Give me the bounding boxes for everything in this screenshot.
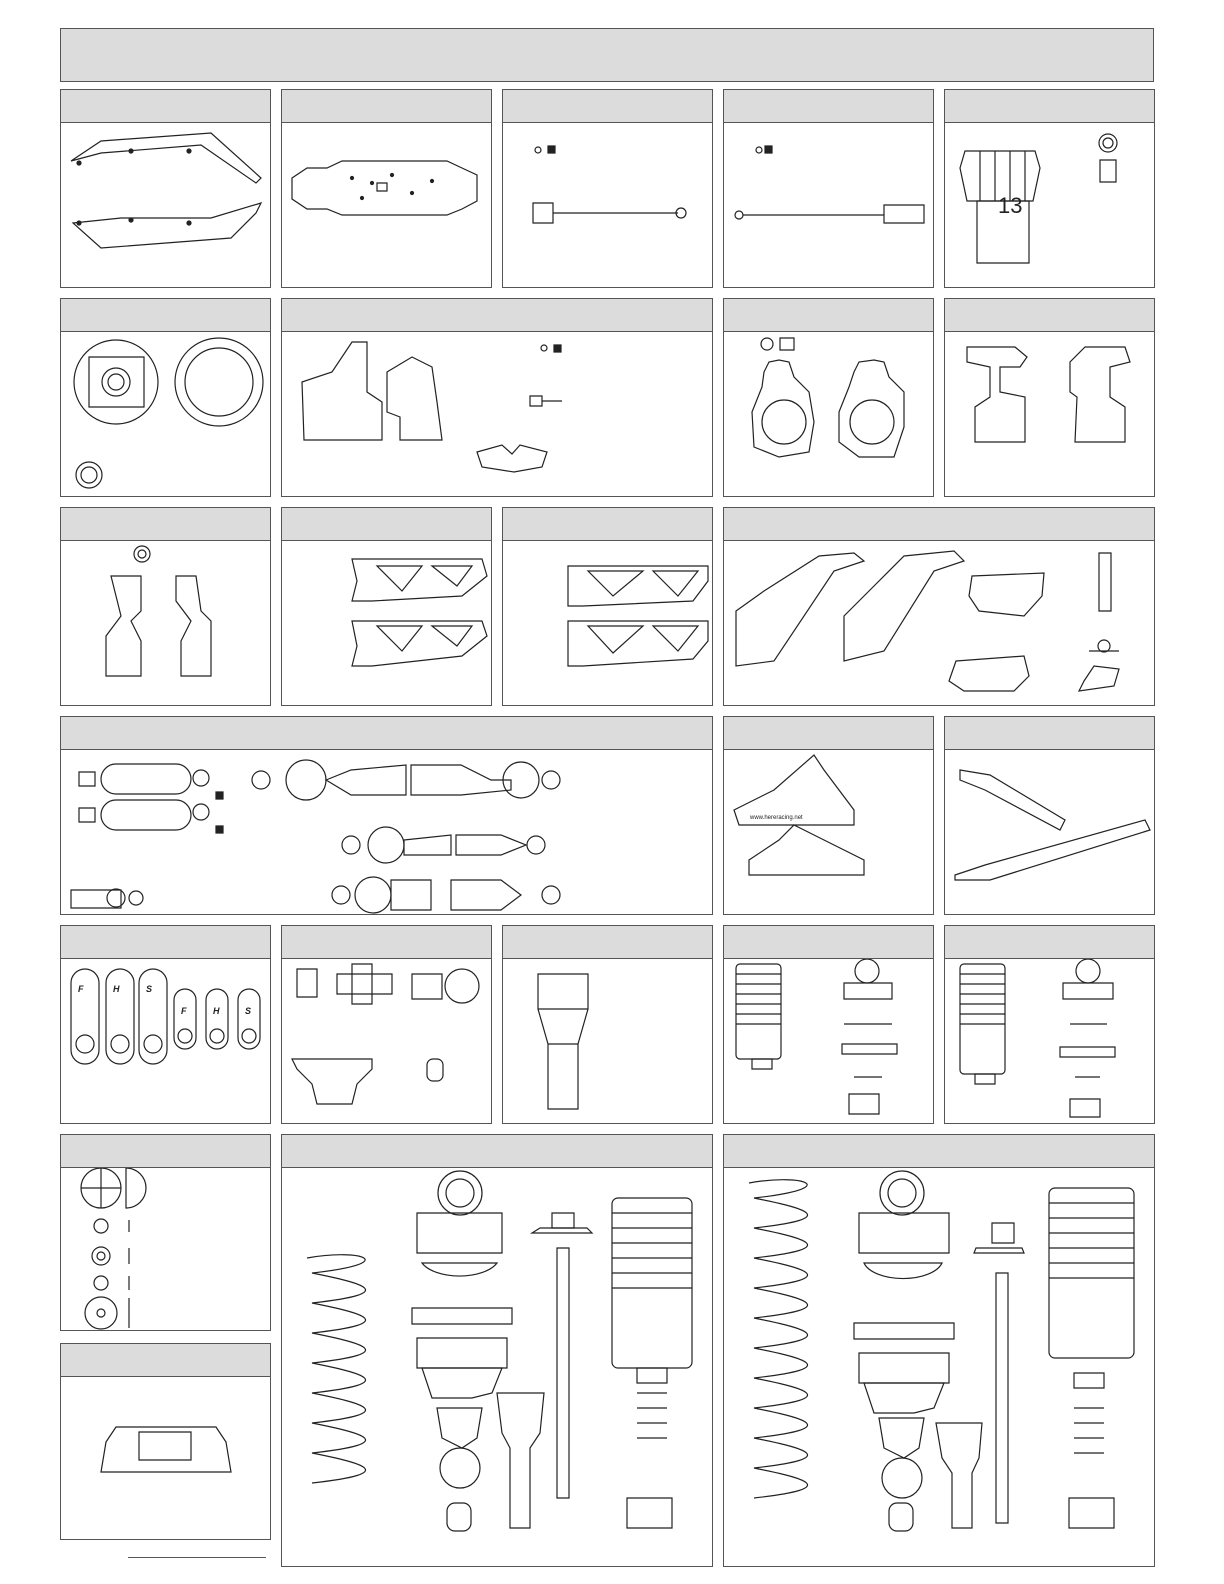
short-driveshaft-drawing <box>503 123 712 287</box>
diff-case-drawing <box>61 332 270 496</box>
panel-header <box>61 1344 270 1377</box>
rear-shock-assembly-drawing <box>724 1168 1154 1566</box>
panel-header <box>503 508 712 541</box>
front-shock-assembly-drawing <box>282 1168 712 1566</box>
panel-servo-saver-cover <box>60 1343 271 1540</box>
shock-towers-drawing <box>724 541 1154 705</box>
panel-header <box>282 926 491 959</box>
pinion-tooth-count: 13 <box>998 193 1023 218</box>
long-driveshaft-drawing <box>724 123 933 287</box>
panel-c-hubs <box>944 298 1155 497</box>
panel-header <box>945 926 1154 959</box>
servo-saver-cover-drawing <box>61 1377 270 1539</box>
panel-mud-guards <box>723 716 934 915</box>
panel-front-arms <box>281 507 492 706</box>
panel-shock-small-parts <box>281 925 492 1124</box>
panel-front-shock-assembly <box>281 1134 713 1567</box>
rear-hub-carriers-drawing <box>61 541 270 705</box>
panel-front-shock-body <box>723 925 934 1124</box>
shock-small-parts-drawing <box>282 959 491 1123</box>
rear-shock-body-drawing <box>945 959 1154 1123</box>
panel-turnbuckle-ends <box>60 716 713 915</box>
front-arms-drawing <box>282 541 491 705</box>
panel-long-driveshaft <box>723 89 934 288</box>
panel-header <box>61 90 270 123</box>
panel-side-guards <box>60 89 271 288</box>
panel-header <box>724 299 933 332</box>
steering-knuckles-drawing <box>724 332 933 496</box>
panel-header <box>724 717 933 750</box>
servo-horn-label-h-large: H <box>113 984 120 994</box>
panel-header <box>945 717 1154 750</box>
panel-header <box>724 1135 1154 1168</box>
panel-rear-hub-carriers <box>60 507 271 706</box>
panel-servo-horns <box>60 925 271 1124</box>
pinion-gear-drawing <box>945 123 1154 287</box>
panel-header <box>724 90 933 123</box>
panel-header <box>945 299 1154 332</box>
rear-arms-drawing <box>503 541 712 705</box>
panel-shock-pistons <box>60 1134 271 1331</box>
panel-header <box>724 508 1154 541</box>
footer-link-underline[interactable] <box>128 1557 266 1558</box>
servo-horn-label-s-small: S <box>245 1006 252 1016</box>
panel-rear-arms <box>502 507 713 706</box>
panel-header <box>503 90 712 123</box>
page-header-bar <box>60 28 1154 82</box>
panel-rear-shock-body <box>944 925 1155 1124</box>
panel-wing-struts <box>944 716 1155 915</box>
turnbuckle-ends-drawing <box>61 750 712 914</box>
mud-guards-drawing <box>724 750 933 914</box>
panel-header <box>503 926 712 959</box>
panel-chassis-plate <box>281 89 492 288</box>
panel-header <box>945 90 1154 123</box>
chassis-plate-drawing <box>282 123 491 287</box>
gearbox-drawing <box>282 332 712 496</box>
panel-diff-case <box>60 298 271 497</box>
panel-header <box>61 1135 270 1168</box>
panel-rear-shock-assembly <box>723 1134 1155 1567</box>
servo-horn-label-h-small: H <box>213 1006 220 1016</box>
servo-horns-drawing <box>61 959 270 1123</box>
shock-boot-drawing <box>503 959 712 1123</box>
front-shock-body-drawing <box>724 959 933 1123</box>
side-guards-drawing <box>61 123 270 287</box>
panel-pinion-gear <box>944 89 1155 288</box>
panel-header <box>61 926 270 959</box>
panel-header <box>282 1135 712 1168</box>
panel-shock-towers <box>723 507 1155 706</box>
c-hubs-drawing <box>945 332 1154 496</box>
panel-gearbox <box>281 298 713 497</box>
panel-header <box>61 299 270 332</box>
servo-horn-label-f-small: F <box>181 1006 187 1016</box>
panel-shock-boot <box>502 925 713 1124</box>
panel-header <box>61 717 712 750</box>
servo-horn-label-s-large: S <box>146 984 153 994</box>
shock-pistons-drawing <box>61 1168 270 1332</box>
panel-header <box>282 299 712 332</box>
panel-header <box>282 508 491 541</box>
mud-guard-website-text: www.hereracing.net <box>750 815 803 821</box>
panel-header <box>61 508 270 541</box>
panel-header <box>282 90 491 123</box>
panel-steering-knuckles <box>723 298 934 497</box>
wing-struts-drawing <box>945 750 1154 914</box>
panel-short-driveshaft <box>502 89 713 288</box>
servo-horn-label-f-large: F <box>78 984 84 994</box>
panel-header <box>724 926 933 959</box>
